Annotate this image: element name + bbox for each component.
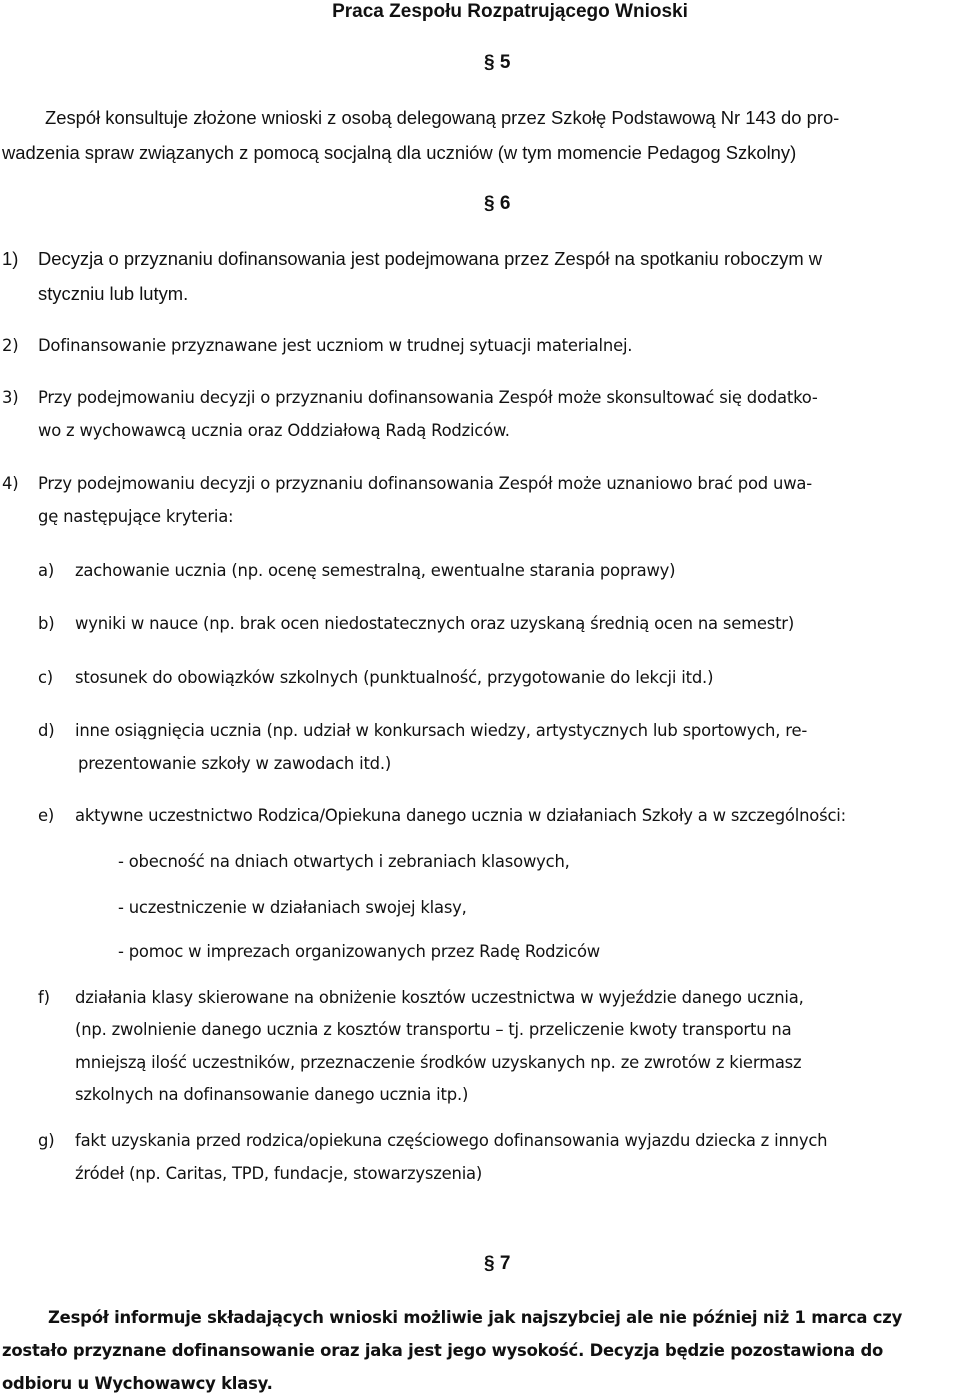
criterion-line: wyniki w nauce (np. brak ocen niedostatecznych oraz uzyskaną średnią ocen na semestr) — [75, 614, 795, 633]
item-number: 2) — [2, 336, 19, 355]
criterion-letter: a) — [38, 561, 55, 580]
criterion-line: prezentowanie szkoły w zawodach itd.) — [78, 754, 392, 773]
criterion-line: zachowanie ucznia (np. ocenę semestralną, ewentualne starania poprawy) — [75, 561, 676, 580]
criterion-letter: d) — [38, 721, 55, 740]
sub-criterion-line: - pomoc w imprezach organizowanych przez Radę Rodziców — [118, 942, 600, 961]
section-5-mark: § 5 — [484, 52, 511, 73]
page-title: Praca Zespołu Rozpatrującego Wnioski — [332, 1, 688, 22]
criterion-letter: g) — [38, 1131, 55, 1150]
item-line: wo z wychowawcą ucznia oraz Oddziałową Radą Rodziców. — [38, 421, 510, 440]
criterion-line: działania klasy skierowane na obniżenie kosztów uczestnictwa w wyjeździe danego ucznia, — [75, 988, 804, 1007]
criterion-letter: f) — [38, 988, 50, 1007]
criterion-line: (np. zwolnienie danego ucznia z kosztów transportu – tj. przeliczenie kwoty transportu na — [75, 1020, 792, 1039]
item-line: styczniu lub lutym. — [38, 283, 189, 304]
section-7-mark: § 7 — [484, 1253, 511, 1274]
criterion-line: fakt uzyskania przed rodzica/opiekuna częściowego dofinansowania wyjazdu dziecka z innych — [75, 1131, 828, 1150]
item-line: gę następujące kryteria: — [38, 507, 234, 526]
item-line: Przy podejmowaniu decyzji o przyznaniu dofinansowania Zespół może uznaniowo brać pod uwa- — [38, 474, 812, 493]
section-5-line: Zespół konsultuje złożone wnioski z osobą delegowaną przez Szkołę Podstawową Nr 143 do pro- — [45, 107, 840, 128]
criterion-line: stosunek do obowiązków szkolnych (punktualność, przygotowanie do lekcji itd.) — [75, 668, 714, 687]
item-number: 3) — [2, 388, 19, 407]
criterion-line: mniejszą ilość uczestników, przeznaczenie środków uzyskanych np. ze zwrotów z kiermasz — [75, 1053, 802, 1072]
item-line: Dofinansowanie przyznawane jest uczniom w trudnej sytuacji materialnej. — [38, 336, 633, 355]
section-5-line: wadzenia spraw związanych z pomocą socjalną dla uczniów (w tym momencie Pedagog Szkolny) — [2, 142, 797, 163]
criterion-line: inne osiągnięcia ucznia (np. udział w konkursach wiedzy, artystycznych lub sportowych, re- — [75, 721, 808, 740]
item-line: Przy podejmowaniu decyzji o przyznaniu dofinansowania Zespół może skonsultować się dodatko- — [38, 388, 818, 407]
criterion-letter: e) — [38, 806, 55, 825]
section-7-line: Zespół informuje składających wnioski możliwie jak najszybciej ale nie później niż 1 marca czy — [48, 1308, 903, 1327]
criterion-line: szkolnych na dofinansowanie danego ucznia itp.) — [75, 1085, 469, 1104]
item-number: 4) — [2, 474, 19, 493]
section-6-mark: § 6 — [484, 193, 511, 214]
criterion-letter: b) — [38, 614, 55, 633]
item-line: Decyzja o przyznaniu dofinansowania jest podejmowana przez Zespół na spotkaniu roboczym w — [38, 248, 823, 269]
sub-criterion-line: - obecność na dniach otwartych i zebraniach klasowych, — [118, 852, 570, 871]
item-number: 1) — [2, 248, 19, 269]
criterion-line: aktywne uczestnictwo Rodzica/Opiekuna danego ucznia w działaniach Szkoły a w szczególności: — [75, 806, 846, 825]
sub-criterion-line: - uczestniczenie w działaniach swojej klasy, — [118, 898, 467, 917]
section-7-line: zostało przyznane dofinansowanie oraz jaka jest jego wysokość. Decyzja będzie pozostawiona do — [2, 1341, 884, 1360]
section-7-line: odbioru u Wychowawcy klasy. — [2, 1374, 273, 1393]
criterion-letter: c) — [38, 668, 54, 687]
criterion-line: źródeł (np. Caritas, TPD, fundacje, stowarzyszenia) — [75, 1164, 483, 1183]
